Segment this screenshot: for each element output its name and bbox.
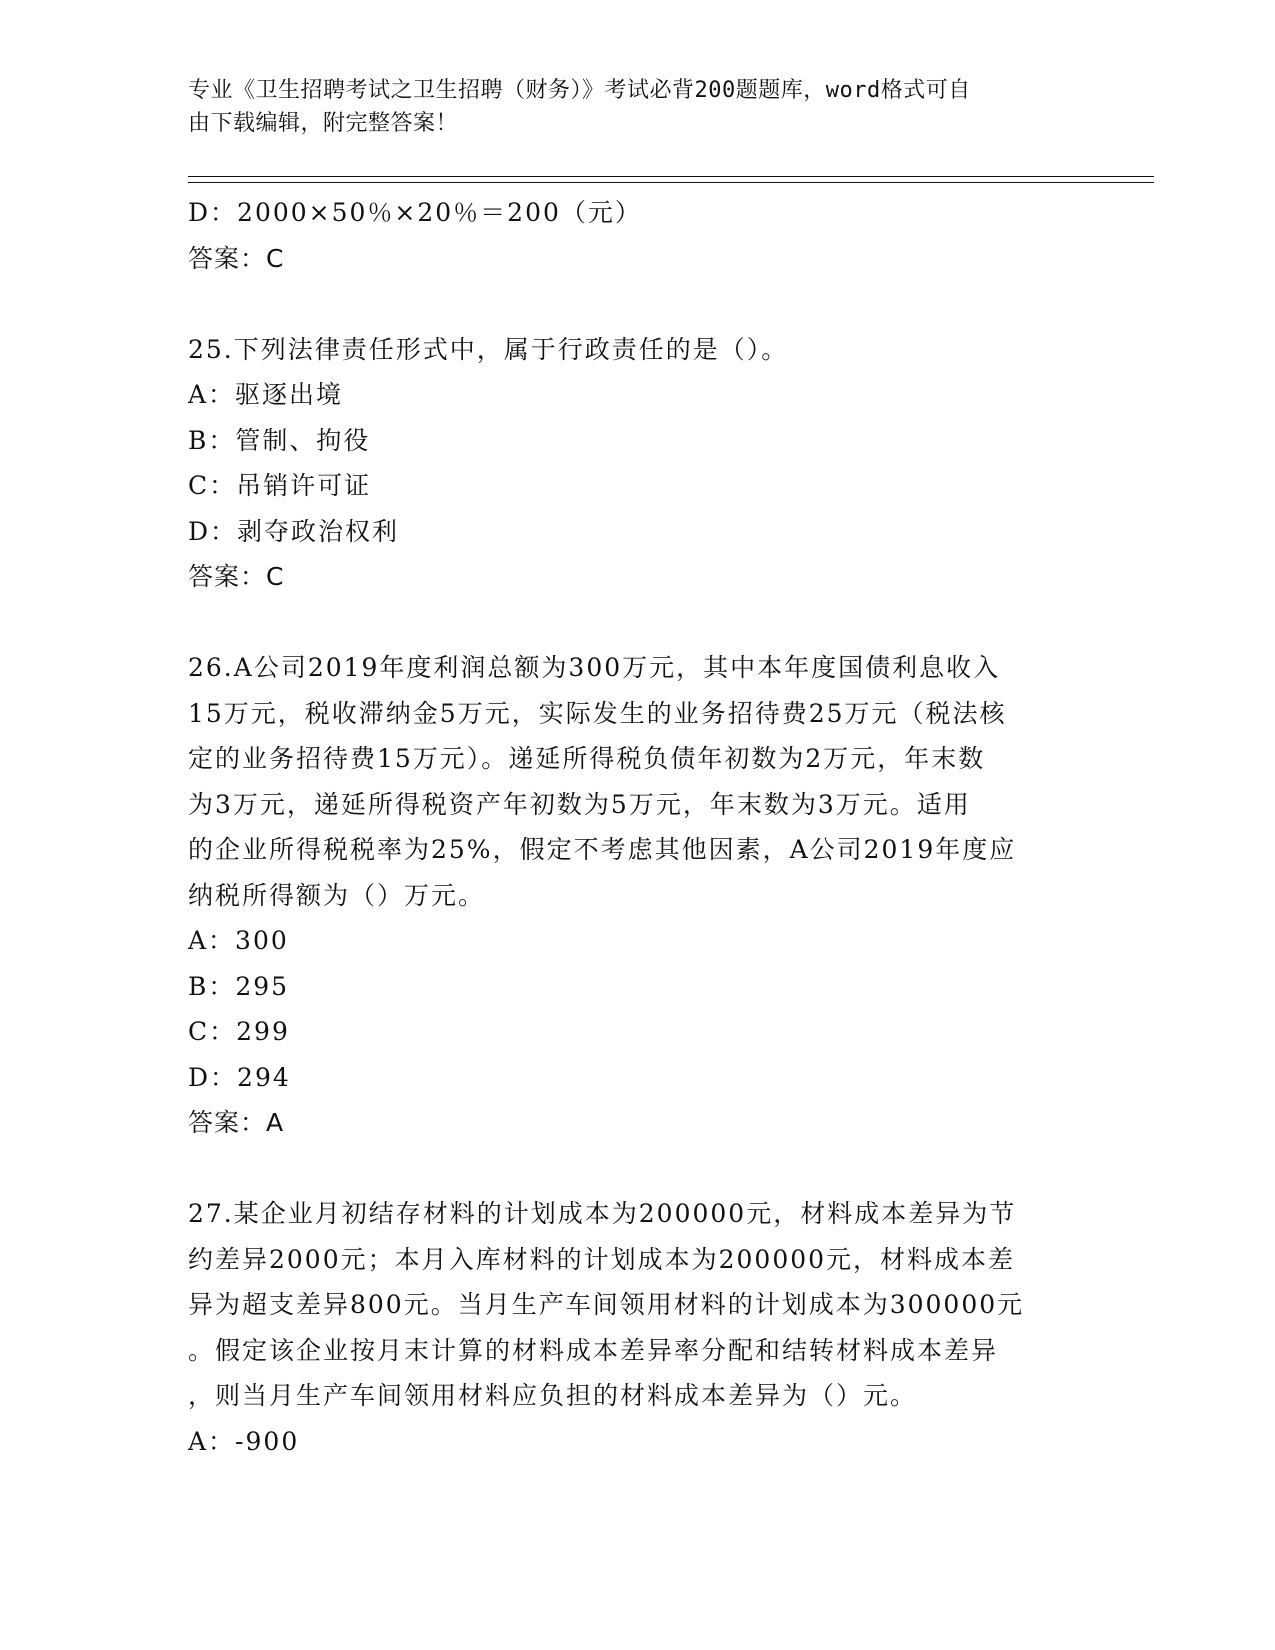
q25-option-b: B：管制、拘役 bbox=[188, 425, 371, 455]
page-header bbox=[188, 74, 1068, 140]
document-body bbox=[188, 190, 1088, 1464]
q26-option-a: A：300 bbox=[188, 926, 289, 955]
question-27-line: 约差异2000元；本月入库材料的计划成本为200000元，材料成本差 bbox=[188, 1244, 1016, 1274]
header-divider-top bbox=[188, 176, 1154, 177]
q25-option-d: D：剥夺政治权利 bbox=[188, 516, 400, 546]
question-26-line: 纳税所得额为（）万元。 bbox=[188, 880, 486, 910]
question-27-line: 异为超支差异800元。当月生产车间领用材料的计划成本为300000元 bbox=[188, 1290, 1025, 1319]
question-27-line: 。假定该企业按月末计算的材料成本差异率分配和结转材料成本差异 bbox=[188, 1335, 999, 1365]
question-27-line: 27.某企业月初结存材料的计划成本为200000元，材料成本差异为节 bbox=[188, 1199, 1017, 1228]
q25-answer: 答案：C bbox=[188, 562, 285, 591]
question-26-line: 的企业所得税税率为25%，假定不考虑其他因素，A公司2019年度应 bbox=[188, 835, 1017, 864]
q25-option-a: A：驱逐出境 bbox=[188, 380, 344, 409]
question-26-line: 26.A公司2019年度利润总额为300万元，其中本年度国债利息收入 bbox=[188, 653, 1001, 682]
q27-option-a: A：-900 bbox=[188, 1426, 300, 1456]
spacer bbox=[188, 600, 1088, 646]
header-divider-bottom bbox=[188, 182, 1154, 183]
spacer bbox=[188, 281, 1088, 327]
question-26-line: 定的业务招待费15万元）。递延所得税负债年初数为2万元，年末数 bbox=[188, 744, 986, 773]
q26-option-b: B：295 bbox=[188, 971, 290, 1001]
prev-option-d: D：2000×50％×20％＝200（元） bbox=[188, 198, 642, 227]
question-25-line: 25.下列法律责任形式中，属于行政责任的是（）。 bbox=[188, 334, 789, 364]
question-27 bbox=[188, 1191, 1088, 1419]
q26-option-d: D：294 bbox=[188, 1062, 291, 1092]
q26-answer: 答案：A bbox=[188, 1108, 285, 1137]
header-line-2: 由下载编辑，附完整答案！ bbox=[188, 111, 459, 136]
question-26-line: 15万元，税收滞纳金5万元，实际发生的业务招待费25万元（税法核 bbox=[188, 698, 1007, 728]
q25-option-c: C：吊销许可证 bbox=[188, 471, 372, 500]
header-line-1: 专业《卫生招聘考试之卫生招聘（财务）》考试必背200题题库，word格式可自 bbox=[188, 78, 971, 103]
q26-option-c: C：299 bbox=[188, 1017, 290, 1046]
question-27-line: ，则当月生产车间领用材料应负担的材料成本差异为（）元。 bbox=[188, 1381, 918, 1410]
question-26 bbox=[188, 645, 1088, 918]
question-25 bbox=[188, 327, 1088, 373]
prev-answer: 答案：C bbox=[188, 243, 285, 273]
question-26-line: 为3万元，递延所得税资产年初数为5万元，年末数为3万元。适用 bbox=[188, 789, 971, 819]
spacer bbox=[188, 1146, 1088, 1192]
